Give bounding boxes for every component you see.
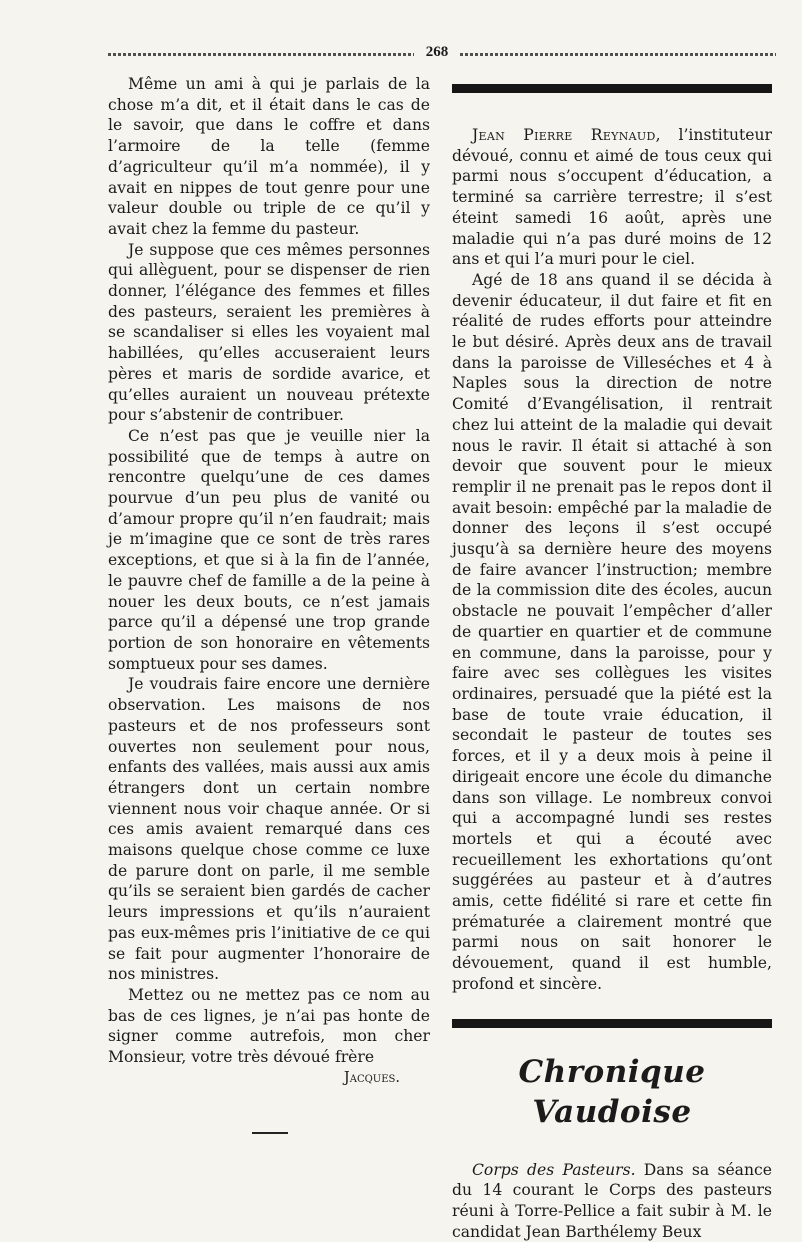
section-divider [452, 1019, 772, 1028]
obituary-paragraph [452, 125, 772, 270]
page-number: 268 [425, 44, 449, 60]
section-title: Chronique Vaudoise [518, 1053, 706, 1130]
page-header [108, 44, 776, 64]
obituary [452, 125, 772, 995]
paragraph: Je suppose que ces mêmes personnes qui allèguent, pour se dispenser de rien donner, l’élégance des femmes et filles des pasteurs, seraient les premières à se scandaliser si elles les voyaient mal habillées, qu’elles accuseraient leurs pères et maris de sordide avarice, et qu’elles auraient un nouveau prétexte pour s’abstenir de contribuer. [108, 240, 430, 425]
section-text: Dans sa séance du 14 courant le Corps des pasteurs réuni à Torre-Pellice a fait subir à M. le candidat Jean Barthélemy Beux [452, 1160, 772, 1241]
paragraph: Je voudrais faire encore une dernière observation. Les maisons de nos pasteurs et de nos professeurs sont ouvertes non seulement pour nous, enfants des vallées, mais aussi aux amis étrangers dont un certain nombre viennent nous voir chaque année. Or si ces amis avaient remarqué dans ces maisons quelque chose comme ce luxe de parure dont on parle, il me semble qu’ils se seraient bien gardés de cacher leurs impressions et qu’ils n’auraient pas eux-mêmes pris l’initiative de ce qui se fait pour augmenter l’honoraire de nos ministres. [108, 675, 430, 984]
obituary-text: , l’instituteur dévoué, connu et aimé de tous ceux qui parmi nous s’occupent d’éducation, a terminé sa carrière terrestre; il s’est éteint samedi 16 août, après une maladie qui n’a pas duré moins de 12 ans et qui l’a muri pour le ciel. [452, 126, 772, 269]
signature: Jacques. [343, 1069, 400, 1086]
paragraph: Même un ami à qui je parlais de la chose m’a dit, et il était dans le cas de le savoir, que dans le coffre et dans l’armoire de la telle (femme d’agriculteur qu’il m’a nommée), il y avait en nippes de tout genre pour une valeur double ou triple de ce qu’il y avait chez la femme du pasteur. [108, 75, 430, 238]
right-column [452, 74, 772, 1242]
chronique-section [452, 1160, 772, 1242]
paragraph: Ce n’est pas que je veuille nier la possibilité que de temps à autre on rencontre quelqu’une de ces dames pourvue d’un peu plus de vanité ou d’amour propre qu’il n’en faudrait; mais je m’imagine que ce sont de très rares exceptions, et que si à la fin de l’année, le pauvre chef de famille a de la peine à nouer les deux bouts, ce n’est jamais parce qu’il a dépensé une trop grande portion de son honoraire en vêtements somptueux pour ses dames. [108, 426, 430, 673]
section-paragraph [452, 1160, 772, 1242]
section-lead: Corps des Pasteurs. [472, 1160, 636, 1179]
header-rule-right [460, 53, 776, 56]
header-rule-left [108, 53, 414, 56]
paragraph: Mettez ou ne mettez pas ce nom au bas de ces lignes, je n’ai pas honte de signer comme autrefois, mon cher Monsieur, votre très dévoué frère [108, 985, 430, 1067]
obituary-paragraph: Agé de 18 ans quand il se décida à devenir éducateur, il dut faire et fit en réalité de rudes efforts pour atteindre le but désiré. Après deux ans de travail dans la paroisse de Villeséches et 4 à Naples sous la direction de notre Comité d’Evangélisation, il rentrait chez lui atteint de la maladie qui devait nous le ravir. Il était si attaché à son devoir que souvent pour le mieux remplir il ne prenait pas le repos dont il avait besoin: empêché par la maladie de donner des leçons il s’est occupé jusqu’à sa dernière heure des moyens de faire avancer l’instruction; membre de la commission dite des écoles, aucun obstacle ne pouvait l’empêcher d’aller de quartier en quartier et de commune en commune, dans la paroisse, pour y faire avec ses collègues les visites ordinaires, persuadé que la piété est la base de toute vraie éducation, il secondait le pasteur de toutes ses forces, et il y a deux mois à peine il dirigeait encore une école du dimanche dans son village. Le nombreux convoi qui a accompagné lundi ses restes mortels et qui a écouté avec recueillement les exhortations qu’ont suggérées au pasteur et à d’autres amis, cette fidélité si rare et cette fin prématurée a clairement montré que parmi nous on sait honorer le dévouement, quand il est humble, profond et sincère. [452, 270, 772, 993]
section-divider [452, 84, 772, 93]
end-rule [252, 1132, 288, 1134]
left-column [108, 74, 430, 1134]
obituary-name: Jean Pierre Reynaud [472, 126, 656, 144]
